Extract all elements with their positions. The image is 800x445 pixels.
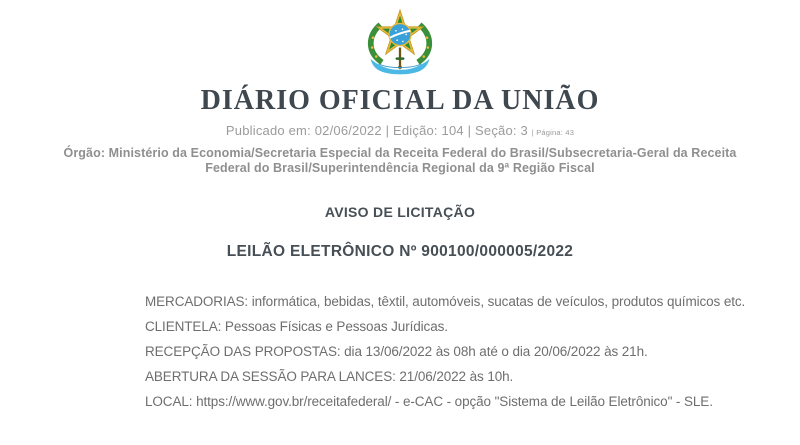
gazette-title: DIÁRIO OFICIAL DA UNIÃO [200, 85, 600, 116]
notice-section-heading: AVISO DE LICITAÇÃO [324, 204, 476, 221]
paragraph-recepcao-propostas: RECEPÇÃO DAS PROPOSTAS: dia 13/06/2022 às 08h até o dia 20/06/2022 às 21h. [145, 344, 648, 360]
paragraph-mercadorias: MERCADORIAS: informática, bebidas, têxtil, automóveis, sucatas de veículos, produtos químicos etc. [145, 294, 746, 310]
paragraph-local: LOCAL: https://www.gov.br/receitafederal/ - e-CAC - opção "Sistema de Leilão Eletrônico" - SLE. [145, 394, 713, 410]
auction-document-heading: LEILÃO ELETRÔNICO Nº 900100/000005/2022 [226, 243, 574, 261]
publication-meta [0, 123, 800, 138]
organ-line: Órgão: Ministério da Economia/Secretaria Especial da Receita Federal do Brasil/Subsecretaria-Geral da Receita Federal do Brasil/Superintendência Regional da 9ª Região Fiscal [63, 145, 737, 176]
sword [399, 48, 401, 66]
paragraph-abertura-sessao: ABERTURA DA SESSÃO PARA LANCES: 21/06/2022 às 10h. [145, 369, 514, 385]
brazil-coat-of-arms-icon [358, 5, 442, 77]
publication-meta-page: | Página: 43 [531, 127, 575, 137]
publication-meta-main: Publicado em: 02/06/2022 | Edição: 104 | Seção: 3 [225, 122, 528, 138]
notice-body [75, 291, 752, 412]
paragraph-clientela: CLIENTELA: Pessoas Físicas e Pessoas Jurídicas. [145, 319, 448, 335]
gazette-header [0, 0, 800, 177]
